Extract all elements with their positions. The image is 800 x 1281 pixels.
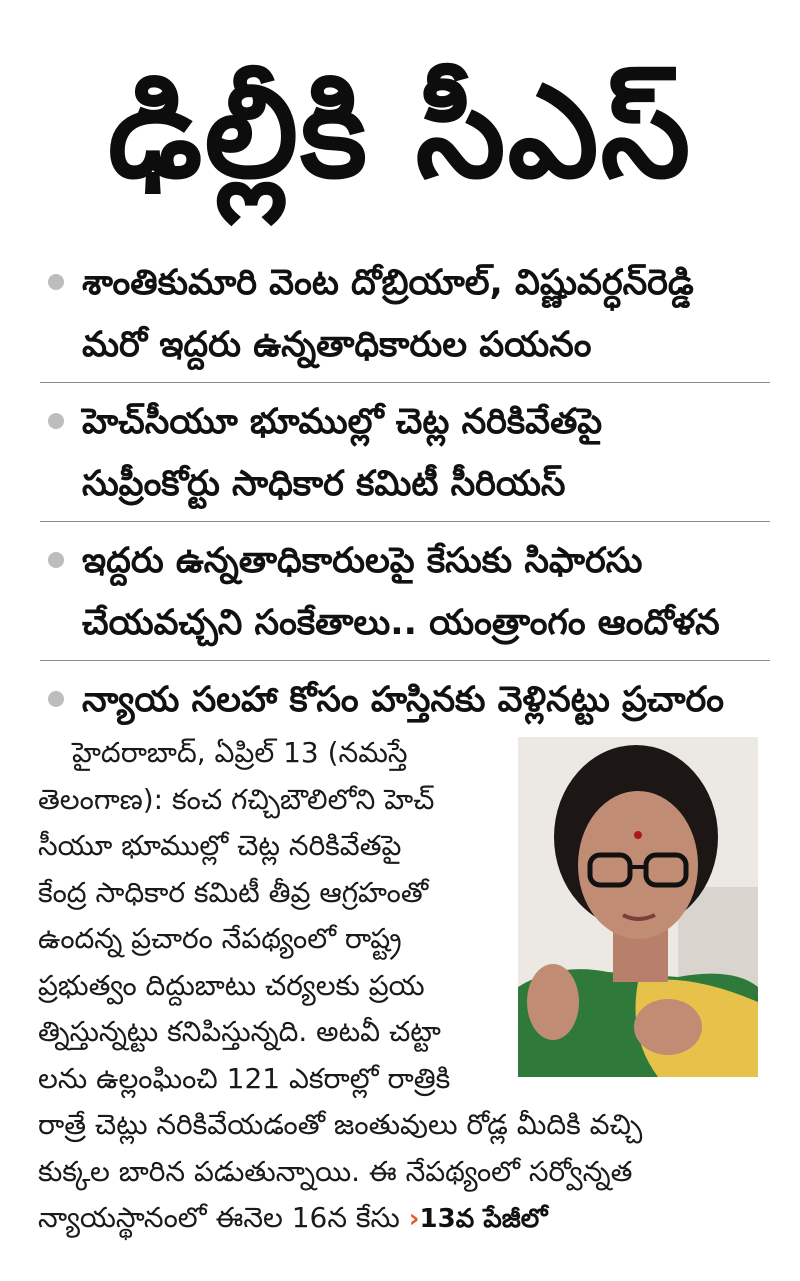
continued-link[interactable] <box>409 1204 548 1234</box>
article-last-line <box>38 1195 768 1243</box>
bullet-dot-icon <box>48 274 64 290</box>
continued-label: 13వ పేజీలో <box>419 1204 548 1234</box>
bullet-line: న్యాయ సలహా కోసం హస్తినకు వెళ్లినట్టు ప్రచారం <box>82 680 724 720</box>
article-line: కేంద్ర సాధికార కమిటీ తీవ్ర ఆగ్రహంతో <box>38 875 429 909</box>
bullet-item <box>40 252 770 383</box>
bullet-item <box>40 530 770 661</box>
article-body <box>38 730 770 1243</box>
bullet-list <box>40 252 770 745</box>
article-line: సీయూ భూముల్లో చెట్ల నరికివేతపై <box>38 829 402 862</box>
headline: ఢిల్లీకి సీఎస్ <box>107 58 693 207</box>
article-line: కుక్కల బారిన పడుతున్నాయి. ఈ నేపథ్యంలో సర్వోన్నత <box>38 1154 633 1188</box>
bullet-line: చేయవచ్చని సంకేతాలు.. యంత్రాంగం ఆందోళన <box>82 603 720 643</box>
article-line: న్యాయస్థానంలో ఈనెల 16న కేసు <box>38 1201 400 1234</box>
article-line: ప్రభుత్వం దిద్దుబాటు చర్యలకు ప్రయ <box>38 968 425 1002</box>
bullet-dot-icon <box>48 552 64 568</box>
bullet-dot-icon <box>48 413 64 429</box>
bullet-line: హెచ్‌సీయూ భూముల్లో చెట్ల నరికివేతపై <box>82 402 603 442</box>
article-line: తెలంగాణ): కంచ గచ్చిబౌలిలోని హెచ్ <box>38 782 435 816</box>
bullet-item <box>40 669 770 737</box>
bullet-line: మరో ఇద్దరు ఉన్నతాధికారుల పయనం <box>82 325 592 365</box>
bullet-line: సుప్రీంకోర్టు సాధికార కమిటీ సీరియస్ <box>82 464 566 504</box>
article-line: హైదరాబాద్, ఏప్రిల్ 13 (నమస్తే <box>72 736 408 769</box>
bullet-line: శాంతికుమారి వెంట దోబ్రియాల్, విష్ణువర్ధన్‌రెడ్డి <box>82 263 694 303</box>
bullet-line: ఇద్దరు ఉన్నతాధికారులపై కేసుకు సిఫారసు <box>82 541 643 581</box>
article-line: త్నిస్తున్నట్టు కనిపిస్తున్నది. అటవీ చట్టా <box>38 1015 441 1048</box>
bullet-item <box>40 391 770 522</box>
chevron-right-icon: › <box>408 1204 420 1234</box>
article-line: లను ఉల్లంఘించి 121 ఎకరాల్లో రాత్రికి <box>38 1061 451 1095</box>
article-line: రాత్రే చెట్లు నరికివేయడంతో జంతువులు రోడ్ల మీదికి వచ్చి <box>38 1108 643 1141</box>
bullet-dot-icon <box>48 691 64 707</box>
article-line: ఉందన్న ప్రచారం నేపథ్యంలో రాష్ట్ర <box>38 922 402 955</box>
